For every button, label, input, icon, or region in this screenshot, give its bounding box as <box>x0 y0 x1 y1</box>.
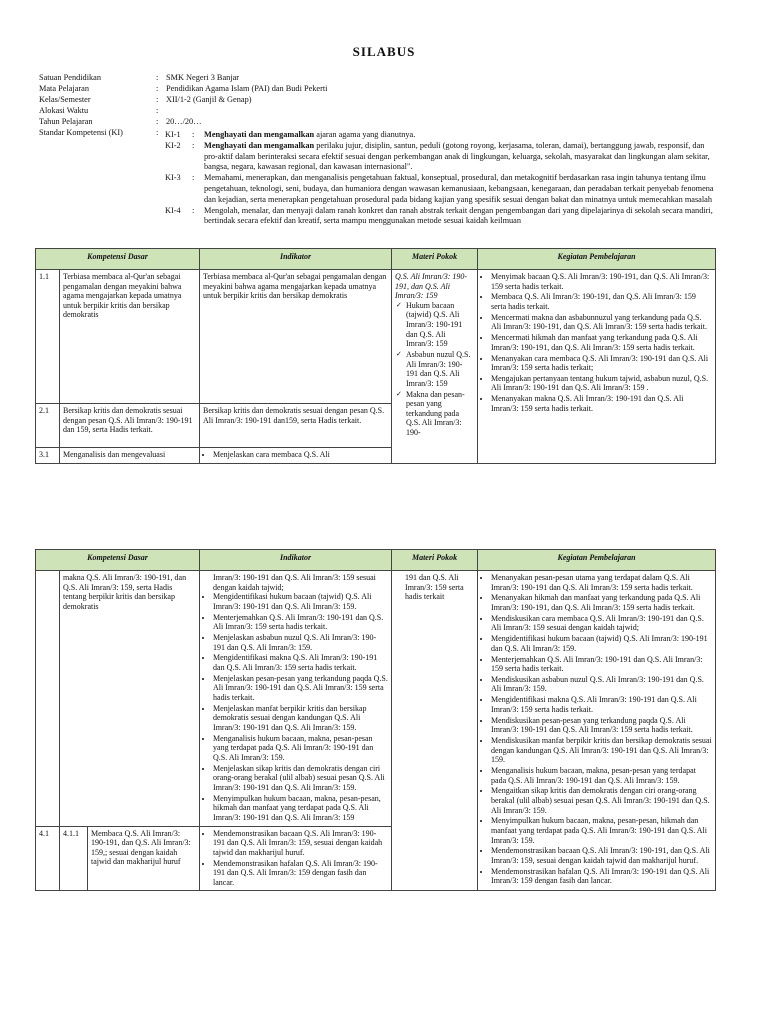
kd-text: Membaca Q.S. Ali Imran/3: 190-191, dan Q.S. Ali Imran/3: 159,; sesuai dengan kaidah tajwid dan makharijul huruf <box>88 826 200 891</box>
list-item: • Menjelaskan pesan-pesan yang terkandung paqda Q.S. Ali Imran/3: 190-191 dan Q.S. Ali Imran/3: 159 serta hadis terkait. <box>213 674 388 703</box>
kegiatan-cell <box>478 571 716 891</box>
meta-row: Satuan Pendidikan : SMK Negeri 3 Banjar <box>39 72 719 83</box>
ki-text: perilaku jujur, disiplin, santun, peduli (gotong royong, kerjasama, toleran, damai), bertanggung jawab, responsif, dan pro-aktif dalam berinteraksi secara efektif sesuai dengan perkembangan anak di lingkungan, keluarga, sekolah, masyarakat dan lingkungan alam sekitar, bangsa, negara, kawasan regional, dan kawasan internasional". <box>204 141 710 172</box>
header-kompetensi-dasar: Kompetensi Dasar <box>36 550 200 571</box>
list-item: • Menanyakan makna Q.S. Ali Imran/3: 190-191 dan Q.S. Ali Imran/3: 159 serta hadis terkait. <box>491 394 712 413</box>
table-row <box>36 270 716 404</box>
header-indikator: Indikator <box>200 550 392 571</box>
meta-label: Standar Kompetensi (KI) <box>39 128 123 137</box>
ki-item: KI-4 : Mengolah, menalar, dan menyaji dalam ranah konkret dan ranah abstrak terkait dengan pengembangan dari yang dipelajarinya di sekolah secara mandiri, bertindak secara efektif dan kreatif, serta mampu menggunakan metode sesuai kaidah keilmuan <box>165 205 713 226</box>
meta-row: Standar Kompetensi (KI) : <box>39 127 719 138</box>
list-item: • Mendiskusikan pesan-pesan yang terkandung paqda Q.S. Ali Imran/3: 190-191 dan Q.S. Ali Imran/3: 159 serta hadis terkait. <box>491 716 712 735</box>
meta-value: 20…/20… <box>166 117 202 126</box>
list-item: • Menyimpulkan hukum bacaan, makna, pesan-pesan, hikmah dan manfaat yang terdapat pada Q.S. Ali Imran/3: 190-191 dan Q.S. Ali Imran/3: 159 <box>213 794 388 823</box>
list-item: • Mengidentifikasi makna Q.S. Ali Imran/3: 190-191 dan Q.S. Ali Imran/3: 159 serta hadis terkait. <box>491 695 712 714</box>
meta-value: SMK Negeri 3 Banjar <box>166 73 240 82</box>
list-item: • Menganalisis hukum bacaan, makna, pesan-pesan yang terdapat pada Q.S. Ali Imran/3: 190-191 dan Q.S. Ali Imran/3: 159. <box>491 766 712 785</box>
kegiatan-list <box>481 272 712 413</box>
list-item: • Mencermati hikmah dan manfaat yang terkandung pada Q.S. Ali Imran/3: 190-191, dan Q.S. Ali Imran/3: 159 serta hadis terkait. <box>491 333 712 352</box>
meta-value: XII/1-2 (Ganjil & Genap) <box>166 95 252 104</box>
meta-label: Tahun Pelajaran <box>39 117 93 126</box>
list-item: • Mendemonstrasikan hafalan Q.S. Ali Imran/3: 190-191 dan Q.S. Ali Imran/3: 159 dengan fasih dan lancar. <box>213 859 388 888</box>
kegiatan-list <box>481 573 712 886</box>
indicator-list <box>203 829 388 888</box>
meta-row: Tahun Pelajaran : 20…/20… <box>39 116 719 127</box>
table-row <box>36 571 716 827</box>
ki-code: KI-3 <box>165 173 181 183</box>
indicator-list <box>203 592 388 822</box>
list-item: • Menanyakan hikmah dan manfaat yang terkandung pada Q.S. Ali Imran/3: 190-191, dan Q.S. Ali Imran/3: 159 serta hadis terkait. <box>491 593 712 612</box>
meta-row: Alokasi Waktu : <box>39 105 719 116</box>
list-item: • Mendiskusikan manfat berpikir kritis dan bersikap demokratis sesuai dengan kandungan Q.S. Ali Imran/3: 190-191 dan Q.S. Ali Imran/3: 159. <box>491 736 712 765</box>
indicator-continued: Imran/3: 190-191 dan Q.S. Ali Imran/3: 159 sesuai dengan kaidah tajwid; <box>213 573 376 592</box>
list-item: ✓ Hukum bacaan (tajwid) Q.S. Ali Imran/3: 190-191 dan Q.S. Ali Imran/3: 159 <box>406 301 474 349</box>
meta-value <box>166 105 719 116</box>
list-item: ✓ Makna dan pesan-pesan yang terkandung pada Q.S. Ali Imran/3: 190- <box>406 390 474 438</box>
ki-code: KI-1 <box>165 130 181 139</box>
header-kompetensi-dasar: Kompetensi Dasar <box>36 249 200 270</box>
ki-item: KI-3 : Memahami, menerapkan, dan menganalisis pengetahuan faktual, konseptual, prosedural, dan metakognitif berdasarkan rasa ingin tahunya tentang ilmu pengetahuan, teknologi, seni, budaya, dan humaniora dengan wawasan kemanusiaan, kebangsaan, kenegaraan, dan peradaban terkait penyebab fenomena dan kejadian, serta menerapkan pengetahuan prosedural pada bidang kajian yang spesifik sesuai dengan bakat dan minatnya untuk memecahkan masalah <box>165 173 714 204</box>
list-item: • Menjelaskan sikap kritis dan demokratis dengan ciri orang-orang berakal (ulil albab) sesuai pesan Q.S. Ali Imran/3: 190-191 dan Q.S. Ali Imran/3: 159. <box>213 764 388 793</box>
meta-label: Alokasi Waktu <box>39 106 89 115</box>
meta-label: Satuan Pendidikan <box>39 73 101 82</box>
list-item: • Menyimak bacaan Q.S. Ali Imran/3: 190-191, dan Q.S. Ali Imran/3: 159 serta hadis terkait. <box>491 272 712 291</box>
materi-pokok-cell <box>392 571 478 891</box>
list-item: • Mendemonstrasikan bacaan Q.S. Ali Imran/3: 190-191, dan Q.S. Ali Imran/3: 159, sesuai dengan kaidah tajwid dan makharijul huruf. <box>491 846 712 865</box>
indicator-text: Bersikap kritis dan demokratis sesuai dengan pesan Q.S. Ali Imran/3: 190-191 dan159, serta Hadis terkait. <box>200 404 392 448</box>
list-item: • Menganalisis hukum bacaan, makna, pesan-pesan yang terdapat pada Q.S. Ali Imran/3: 190-191 dan Q.S. Ali Imran/3: 159. <box>213 734 388 763</box>
list-item: • Mengajukan pertanyaan tentang hukum tajwid, asbabun nuzul, Q.S. Ali Imran/3: 190-191 dan Q.S. Ali Imran/3: 159 . <box>491 374 712 393</box>
meta-row: Kelas/Semester : XII/1-2 (Ganjil & Genap) <box>39 94 719 105</box>
materi-continued: 191 dan Q.S. Ali Imran/3: 159 serta hadis terkait <box>405 573 464 602</box>
table-header-row <box>36 550 716 571</box>
page-title: SILABUS <box>352 44 416 59</box>
list-item: • Menyimpulkan hukum bacaan, makna, pesan-pesan, hikmah dan manfaat yang terdapat pada Q.S. Ali Imran/3: 190-191 dan Q.S. Ali Imran/3: 159. <box>491 816 712 845</box>
header-materi-pokok: Materi Pokok <box>392 550 478 571</box>
ki-emphasis: Menghayati dan mengamalkan <box>204 141 315 151</box>
list-item: • Membaca Q.S. Ali Imran/3: 190-191, dan Q.S. Ali Imran/3: 159 serta hadis terkait. <box>491 292 712 311</box>
kd-subnumber: 4.1.1 <box>60 826 88 891</box>
identity-block <box>39 72 719 138</box>
list-item: • Menjelaskan asbabun nuzul Q.S. Ali Imran/3: 190-191 dan Q.S. Ali Imran/3: 159. <box>213 633 388 652</box>
list-item: • Menanyakan pesan-pesan utama yang terdapat dalam Q.S. Ali Imran/3: 190-191 dan Q.S. Ali Imran/3: 159 serta hadis terkait. <box>491 573 712 592</box>
ki-item: KI-2 : Menghayati dan mengamalkan perilaku jujur, disiplin, santun, peduli (gotong royong, kerjasama, toleran, damai), bertanggung jawab, responsif, dan pro-aktif dalam berinteraksi secara efektif sesuai dengan perkembangan anak di lingkungan, keluarga, sekolah, masyarakat dan lingkungan alam sekitar, bangsa, negara, kawasan regional, dan kawasan internasional". <box>165 141 710 172</box>
kegiatan-cell <box>478 270 716 464</box>
kd-number: 3.1 <box>36 448 60 464</box>
list-item: • Menterjemahkan Q.S. Ali Imran/3: 190-191 dan Q.S. Ali Imran/3: 159 serta hadis terkait. <box>213 613 388 632</box>
list-item: • Mendiskusikan asbabun nuzul Q.S. Ali Imran/3: 190-191 dan Q.S. Ali Imran/3: 159. <box>491 675 712 694</box>
list-item: • Mengidentifikasi hukum bacaan (tajwid) Q.S. Ali Imran/3: 190-191 dan Q.S. Ali Imran/3: 159. <box>213 592 388 611</box>
list-item: • Menjelaskan cara membaca Q.S. Ali <box>213 450 388 460</box>
core-competencies <box>165 130 720 227</box>
materi-pokok-cell <box>392 270 478 464</box>
ki-item: KI-1 : Menghayati dan mengamalkan ajaran agama yang dianutnya. <box>165 130 416 139</box>
meta-label: Kelas/Semester <box>39 95 91 104</box>
ki-text: ajaran agama yang dianutnya. <box>314 130 416 139</box>
header-indikator: Indikator <box>200 249 392 270</box>
ki-text: Memahami, menerapkan, dan menganalisis pengetahuan faktual, konseptual, prosedural, dan metakognitif berdasarkan rasa ingin tahunya tentang ilmu pengetahuan, teknologi, seni, budaya, dan humaniora dengan wawasan kemanusiaan, kebangsaan, kenegaraan, dan peradaban terkait penyebab fenomena dan kejadian, serta menerapkan pengetahuan prosedural pada bidang kajian yang spesifik sesuai dengan bakat dan minatnya untuk memecahkan masalah <box>204 173 714 204</box>
table-header-row <box>36 249 716 270</box>
list-item: • Mendemonstrasikan bacaan Q.S. Ali Imran/3: 190-191 dan Q.S. Ali Imran/3: 159, sesuai dengan kaidah tajwid dan makharijul huruf. <box>213 829 388 858</box>
ki-code: KI-4 <box>165 205 181 215</box>
list-item: • Mendiskusikan cara membaca Q.S. Ali Imran/3: 190-191 dan Q.S. Ali Imran/3: 159 sesuai dengan kaidah tajwid; <box>491 614 712 633</box>
list-item: • Menjelaskan manfat berpikir kritis dan bersikap demokratis sesuai dengan kandungan Q.S. Ali Imran/3: 190-191 dan Q.S. Ali Imran/3: 159. <box>213 704 388 733</box>
meta-value: Pendidikan Agama Islam (PAI) dan Budi Pekerti <box>166 84 328 93</box>
list-item: • Mencermati makna dan asbabunnuzul yang terkandung pada Q.S. Ali Imran/3: 190-191, dan Q.S. Ali Imran/3: 159 serta hadis terkait. <box>491 313 712 332</box>
kd-number: 4.1 <box>36 826 60 891</box>
ki-text: Mengolah, menalar, dan menyaji dalam ranah konkret dan ranah abstrak terkait dengan pengembangan dari yang dipelajarinya di sekolah secara mandiri, bertindak secara efektif dan kreatif, serta mampu menggunakan metode sesuai kaidah keilmuan <box>204 205 713 226</box>
syllabus-table-2 <box>35 549 716 891</box>
kd-text: Bersikap kritis dan demokratis sesuai dengan pesan Q.S. Ali Imran/3: 190-191 dan 159, serta Hadis terkait. <box>60 404 200 448</box>
kd-number: 1.1 <box>36 270 60 404</box>
list-item: ✓ Asbabun nuzul Q.S. Ali Imran/3: 190-191 dan Q.S. Ali Imran/3: 159 <box>406 350 474 388</box>
meta-row: Mata Pelajaran : Pendidikan Agama Islam (PAI) dan Budi Pekerti <box>39 83 719 94</box>
list-item: • Menanyakan cara membaca Q.S. Ali Imran/3: 190-191 dan Q.S. Ali Imran/3: 159 serta hadis terkait; <box>491 354 712 373</box>
ki-code: KI-2 <box>165 141 181 151</box>
kd-text: makna Q.S. Ali Imran/3: 190-191, dan Q.S. Ali Imran/3: 159, serta Hadis tentang berpikir kritis dan bersikap demokratis <box>60 571 200 827</box>
indicator-cell <box>200 448 392 464</box>
indicator-cell <box>200 571 392 827</box>
list-item: • Mengidentifikasi hukum bacaan (tajwid) Q.S. Ali Imran/3: 190-191 dan Q.S. Ali Imran/3: 159. <box>491 634 712 653</box>
kd-text: Terbiasa membaca al-Qur'an sebagai pengamalan dengan meyakini bahwa agama mengajarkan kepada umatnya untuk berpikir kritis dan bersikap demokratis <box>60 270 200 404</box>
list-item: • Menterjemahkan Q.S. Ali Imran/3: 190-191 dan Q.S. Ali Imran/3: 159 serta hadis terkait. <box>491 655 712 674</box>
indicator-cell <box>200 826 392 891</box>
list-item: • Mendemonstrasikan hafalan Q.S. Ali Imran/3: 190-191 dan Q.S. Ali Imran/3: 159 dengan fasih dan lancar. <box>491 867 712 886</box>
meta-label: Mata Pelajaran <box>39 84 89 93</box>
kd-number: 2.1 <box>36 404 60 448</box>
list-item: • Mengidentifikasi makna Q.S. Ali Imran/3: 190-191 dan Q.S. Ali Imran/3: 159 serta hadis terkait. <box>213 653 388 672</box>
header-kegiatan: Kegiatan Pembelajaran <box>478 550 716 571</box>
indicator-text: Terbiasa membaca al-Qur'an sebagai pengamalan dengan meyakini bahwa agama mengajarkan kepada umatnya untuk berpikir kritis dan bersikap demokratis <box>200 270 392 404</box>
kd-text: Menganalisis dan mengevaluasi <box>60 448 200 464</box>
header-kegiatan: Kegiatan Pembelajaran <box>478 249 716 270</box>
ki-emphasis: Menghayati dan mengamalkan <box>204 130 315 139</box>
syllabus-table-1 <box>35 248 716 464</box>
list-item: • Mengaitkan sikap kritis dan demokratis dengan ciri orang-orang berakal (ulil albab) sesuai pesan Q.S. Ali Imran/3: 190-191 dan Q.S. Ali Imran/3: 159. <box>491 786 712 815</box>
header-materi-pokok: Materi Pokok <box>392 249 478 270</box>
materi-list <box>395 301 474 438</box>
materi-heading: Q.S. Ali Imran/3: 190-191, dan Q.S. Ali Imran/3: 159 <box>395 272 468 301</box>
